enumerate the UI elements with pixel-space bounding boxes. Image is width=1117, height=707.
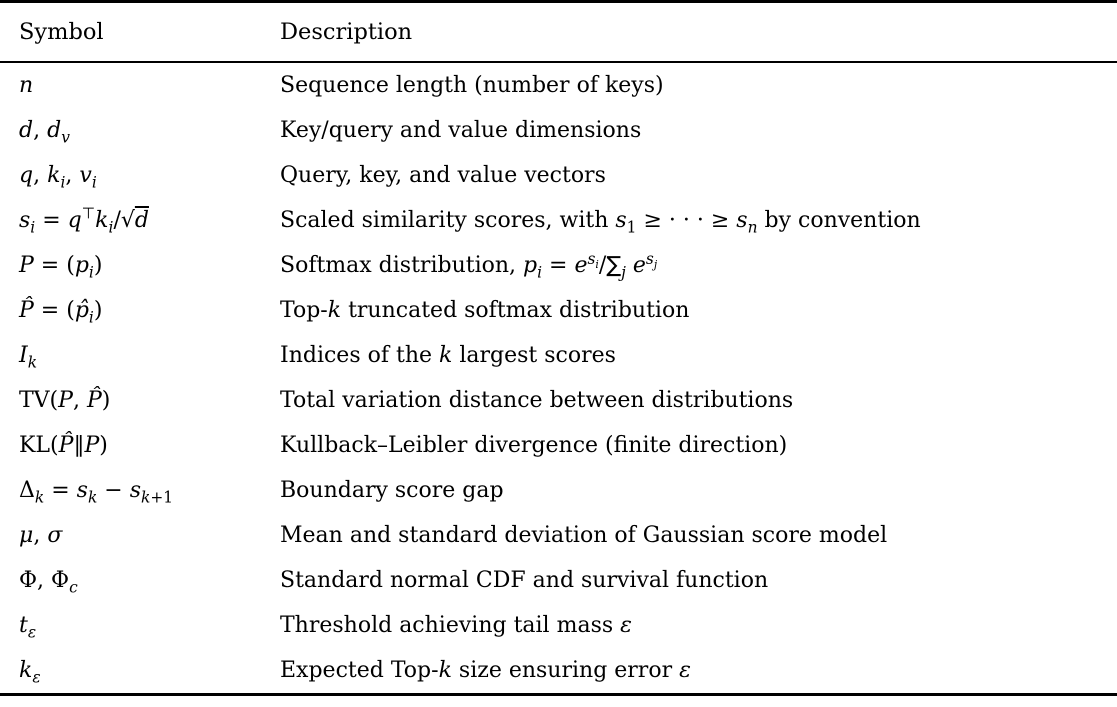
description-cell: Total variation distance between distributions	[280, 388, 794, 413]
table-row	[0, 62, 1117, 108]
description-cell: Key/query and value dimensions	[280, 118, 642, 143]
description-cell: Threshold achieving tail mass ε	[280, 613, 632, 638]
description-cell: Query, key, and value vectors	[280, 163, 606, 188]
table-row	[0, 243, 1117, 288]
symbol-cell: $t_\varepsilon$	[19, 613, 37, 642]
symbol-cell: KL(P̂∥P)	[19, 433, 108, 458]
table-row	[0, 378, 1117, 423]
symbol-cell: n	[19, 73, 34, 98]
description-column-header: Description	[280, 2, 1117, 63]
description-cell: Softmax distribution, $p_i = e^{s_i}/\sum_j$ $e^{s_j}$	[280, 249, 658, 282]
description-cell: Kullback–Leibler divergence (finite direction)	[280, 433, 788, 458]
table-row	[0, 513, 1117, 558]
table-row	[0, 153, 1117, 198]
table-row	[0, 603, 1117, 648]
symbol-cell: P̂ = $(p̂_i)$	[19, 298, 103, 327]
description-cell: Indices of the k largest scores	[280, 343, 616, 368]
table-row	[0, 648, 1117, 695]
table-row	[0, 198, 1117, 243]
table-body	[0, 62, 1117, 695]
table-row	[0, 288, 1117, 333]
symbol-cell: $s_i = q^⊤k_i/√d$	[19, 204, 149, 237]
description-cell: Boundary score gap	[280, 478, 504, 503]
symbol-cell: Φ, $\Phi_c$	[19, 568, 78, 597]
symbol-cell: d, $d_v$	[19, 118, 70, 147]
table-row	[0, 333, 1117, 378]
symbol-cell: $k_\varepsilon$	[19, 658, 41, 687]
description-cell: Top-k truncated softmax distribution	[280, 298, 690, 323]
table-row	[0, 108, 1117, 153]
symbol-cell: $P = (p_i)$	[19, 253, 103, 282]
description-cell: Scaled similarity scores, with $s_1$ ≥ · · · ≥ $s_n$ by convention	[280, 208, 921, 237]
description-cell: Standard normal CDF and survival function	[280, 568, 769, 593]
symbol-cell: $\Delta_k = s_k - s_{k+1}$	[19, 478, 174, 507]
table-row	[0, 468, 1117, 513]
symbol-cell: $I_k$	[19, 343, 38, 372]
table-header-row	[0, 2, 1117, 63]
symbol-cell: q, $k_i$, $v_i$	[19, 163, 97, 192]
description-cell: Expected Top-k size ensuring error ε	[280, 658, 691, 683]
description-cell: Mean and standard deviation of Gaussian score model	[280, 523, 888, 548]
symbol-cell: μ, σ	[19, 523, 63, 548]
symbol-column-header: Symbol	[0, 2, 280, 63]
table-row	[0, 423, 1117, 468]
description-cell: Sequence length (number of keys)	[280, 73, 664, 98]
symbol-cell: TV(P, P̂)	[19, 388, 111, 413]
table-row	[0, 558, 1117, 603]
